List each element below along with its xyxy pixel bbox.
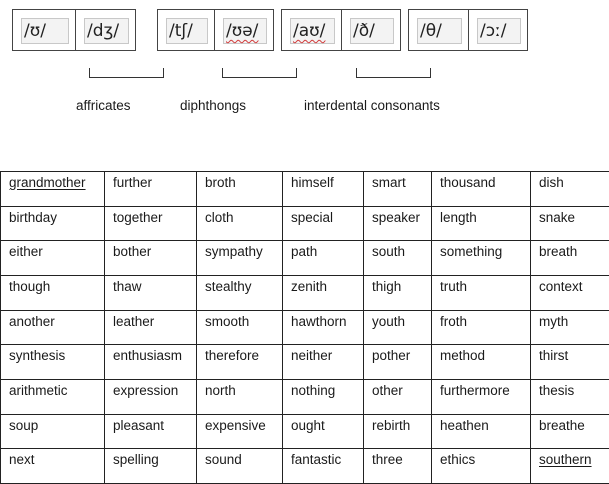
symbol-field[interactable]: /ð/ <box>350 18 394 44</box>
symbol-field[interactable]: /ʊə/ <box>223 18 267 44</box>
word-cell[interactable]: fantastic <box>283 449 364 484</box>
word-cell[interactable]: froth <box>432 310 531 345</box>
symbol-cell <box>214 10 273 50</box>
symbol-field[interactable]: /θ/ <box>417 18 462 44</box>
symbol-field[interactable]: /dʒ/ <box>84 18 129 44</box>
table-row <box>1 345 609 380</box>
word-cell[interactable]: pleasant <box>105 414 197 449</box>
word-cell[interactable]: other <box>364 379 432 414</box>
symbol-group-2 <box>157 9 274 51</box>
word-cell[interactable]: path <box>283 241 364 276</box>
word-cell[interactable]: thirst <box>531 345 609 380</box>
word-cell[interactable]: southern <box>531 449 609 484</box>
word-cell[interactable]: bother <box>105 241 197 276</box>
interdental-bracket <box>356 68 431 78</box>
word-cell[interactable]: myth <box>531 310 609 345</box>
word-cell[interactable]: expensive <box>197 414 283 449</box>
word-cell[interactable]: nothing <box>283 379 364 414</box>
word-cell[interactable]: thaw <box>105 275 197 310</box>
word-cell[interactable]: south <box>364 241 432 276</box>
word-cell[interactable]: sound <box>197 449 283 484</box>
interdental-label: interdental consonants <box>304 98 440 113</box>
word-cell[interactable]: special <box>283 206 364 241</box>
symbol-cell <box>75 10 135 50</box>
symbol-cell <box>282 10 341 50</box>
symbol-field[interactable]: /aʊ/ <box>290 18 335 44</box>
word-cell[interactable]: smooth <box>197 310 283 345</box>
word-cell[interactable]: cloth <box>197 206 283 241</box>
symbol-group-4 <box>408 9 528 51</box>
word-cell[interactable]: though <box>1 275 105 310</box>
word-cell[interactable]: arithmetic <box>1 379 105 414</box>
symbol-cell <box>409 10 468 50</box>
word-table <box>0 171 609 484</box>
table-row <box>1 449 609 484</box>
word-cell[interactable]: dish <box>531 172 609 207</box>
word-cell[interactable]: neither <box>283 345 364 380</box>
symbol-field[interactable]: /ʊ/ <box>21 18 69 44</box>
word-cell[interactable]: smart <box>364 172 432 207</box>
word-cell[interactable]: speaker <box>364 206 432 241</box>
word-cell[interactable]: ought <box>283 414 364 449</box>
affricates-bracket <box>89 68 164 78</box>
word-cell[interactable]: method <box>432 345 531 380</box>
word-cell[interactable]: sympathy <box>197 241 283 276</box>
word-cell[interactable]: snake <box>531 206 609 241</box>
table-row <box>1 241 609 276</box>
word-cell[interactable]: north <box>197 379 283 414</box>
word-cell[interactable]: zenith <box>283 275 364 310</box>
diphthongs-bracket <box>222 68 297 78</box>
word-cell[interactable]: ethics <box>432 449 531 484</box>
word-cell[interactable]: youth <box>364 310 432 345</box>
word-cell[interactable]: stealthy <box>197 275 283 310</box>
word-cell[interactable]: birthday <box>1 206 105 241</box>
word-cell[interactable]: together <box>105 206 197 241</box>
word-cell[interactable]: further <box>105 172 197 207</box>
word-cell[interactable]: rebirth <box>364 414 432 449</box>
symbol-field[interactable]: /ɔː/ <box>477 18 521 44</box>
word-cell[interactable]: another <box>1 310 105 345</box>
word-cell[interactable]: thesis <box>531 379 609 414</box>
table-row <box>1 310 609 345</box>
table-row <box>1 275 609 310</box>
word-cell[interactable]: grandmother <box>1 172 105 207</box>
symbol-field[interactable]: /tʃ/ <box>166 18 208 44</box>
diphthongs-label: diphthongs <box>180 98 247 113</box>
table-row <box>1 206 609 241</box>
symbol-cell <box>468 10 527 50</box>
word-cell[interactable]: hawthorn <box>283 310 364 345</box>
word-cell[interactable]: three <box>364 449 432 484</box>
word-cell[interactable]: thigh <box>364 275 432 310</box>
word-cell[interactable]: breath <box>531 241 609 276</box>
word-table-body <box>1 172 609 484</box>
symbol-cell <box>341 10 400 50</box>
word-cell[interactable]: soup <box>1 414 105 449</box>
symbol-cell <box>13 10 75 50</box>
word-cell[interactable]: length <box>432 206 531 241</box>
affricates-label: affricates <box>76 98 131 113</box>
word-cell[interactable]: himself <box>283 172 364 207</box>
word-cell[interactable]: breathe <box>531 414 609 449</box>
word-cell[interactable]: pother <box>364 345 432 380</box>
word-cell[interactable]: heathen <box>432 414 531 449</box>
word-cell[interactable]: synthesis <box>1 345 105 380</box>
table-row <box>1 379 609 414</box>
word-cell[interactable]: expression <box>105 379 197 414</box>
word-cell[interactable]: truth <box>432 275 531 310</box>
word-cell[interactable]: something <box>432 241 531 276</box>
word-cell[interactable]: therefore <box>197 345 283 380</box>
word-cell[interactable]: spelling <box>105 449 197 484</box>
word-cell[interactable]: enthusiasm <box>105 345 197 380</box>
table-row <box>1 414 609 449</box>
word-cell[interactable]: leather <box>105 310 197 345</box>
symbol-cell <box>158 10 214 50</box>
word-cell[interactable]: broth <box>197 172 283 207</box>
symbol-group-3 <box>281 9 401 51</box>
word-cell[interactable]: either <box>1 241 105 276</box>
word-cell[interactable]: furthermore <box>432 379 531 414</box>
word-cell[interactable]: next <box>1 449 105 484</box>
table-row <box>1 172 609 207</box>
word-cell[interactable]: thousand <box>432 172 531 207</box>
word-cell[interactable]: context <box>531 275 609 310</box>
symbol-group-1 <box>12 9 136 51</box>
